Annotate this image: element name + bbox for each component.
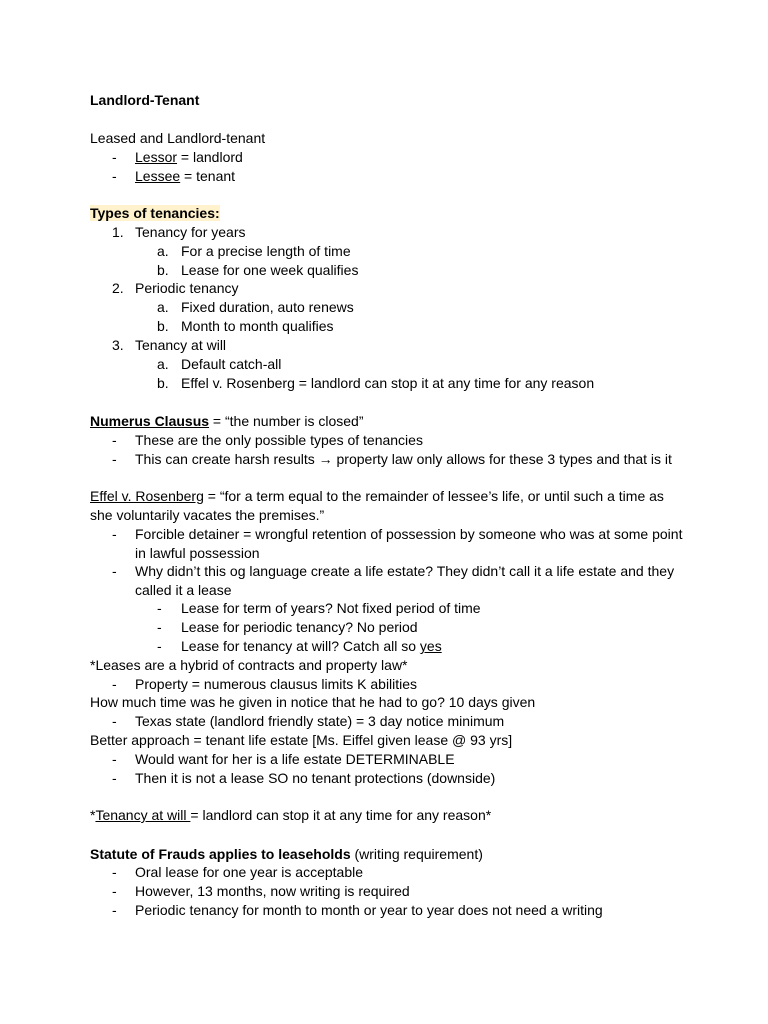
types-heading: Types of tenancies: (90, 205, 220, 221)
bullet-dash: - (112, 864, 117, 880)
numerus-def: = “the number is closed” (209, 413, 364, 429)
better-approach: Better approach = tenant life estate [Ms. Eiffel given lease @ 93 yrs] (90, 732, 513, 748)
bullet-dash: - (112, 751, 117, 767)
forcible-detainer-bullet: Forcible detainer = wrongful retention of possession by someone who was at some point in lawful possession (135, 526, 683, 561)
notice-question: How much time was he given in notice that he had to go? 10 days given (90, 694, 536, 710)
document-title: Landlord-Tenant (90, 92, 200, 108)
bullet-dash: - (112, 451, 117, 467)
sof-bullet-1: Oral lease for one year is acceptable (135, 864, 364, 880)
sub-at-will-yes: yes (419, 638, 442, 654)
bullet-dash: - (112, 149, 117, 165)
tenancy-2-sub-b: Month to month qualifies (181, 318, 334, 334)
life-estate-question-bullet: Why didn’t this og language create a life estate? They didn’t call it a life estate and they called it a lease (135, 563, 675, 598)
numerus-bullet-2: This can create harsh results → property law only allows for these 3 types and that is it (135, 451, 672, 467)
tenancy-item-1: Tenancy for years (135, 224, 246, 240)
bullet-dash: - (112, 902, 117, 918)
will-asterisk: * (90, 807, 96, 823)
types-heading-line (90, 204, 688, 223)
list-letter: a. (157, 299, 169, 315)
list-number: 3. (112, 337, 124, 353)
tenancy-1-sub-b: Lease for one week qualifies (181, 262, 359, 278)
bullet-dash: - (112, 432, 117, 448)
effel-quote (90, 487, 670, 525)
list-letter: a. (157, 356, 169, 372)
sof-rest: (writing requirement) (350, 846, 483, 862)
tenancy-3-sub-a: Default catch-all (181, 356, 282, 372)
tenancy-item-2: Periodic tenancy (135, 280, 239, 296)
lessee-term: Lessee (135, 168, 181, 184)
sub-term-of-years: Lease for term of years? Not fixed period of time (181, 600, 481, 616)
hybrid-note: *Leases are a hybrid of contracts and property law* (90, 657, 408, 673)
numerus-term: Numerus Clausus (90, 413, 210, 429)
sub-periodic: Lease for periodic tenancy? No period (181, 619, 418, 635)
sof-bullet-3: Periodic tenancy for month to month or year to year does not need a writing (135, 902, 603, 918)
bullet-dash: - (112, 563, 117, 579)
lessor-def: = landlord (177, 149, 243, 165)
statute-of-frauds-heading (90, 845, 688, 864)
effel-term: Effel v. Rosenberg (90, 488, 204, 504)
lessee-bullet (135, 167, 235, 186)
tenancy-2-sub-a: Fixed duration, auto renews (181, 299, 354, 315)
hybrid-bullet: Property = numerous clausus limits K abilities (135, 676, 418, 692)
better-bullet-2: Then it is not a lease SO no tenant protections (downside) (135, 770, 496, 786)
intro-heading: Leased and Landlord-tenant (90, 130, 266, 146)
bullet-dash: - (157, 638, 162, 654)
tenancy-1-sub-a: For a precise length of time (181, 243, 351, 259)
bullet-dash: - (112, 770, 117, 786)
numerus-clausus-line (90, 412, 688, 431)
bullet-dash: - (112, 883, 117, 899)
tenancy-3-sub-b: Effel v. Rosenberg = landlord can stop it at any time for any reason (181, 375, 595, 391)
better-bullet-1: Would want for her is a life estate DETERMINABLE (135, 751, 455, 767)
lessor-bullet (135, 148, 243, 167)
bullet-dash: - (112, 526, 117, 542)
bullet-dash: - (157, 619, 162, 635)
tenancy-item-3: Tenancy at will (135, 337, 227, 353)
will-term: Tenancy at will (95, 807, 191, 823)
list-number: 2. (112, 280, 124, 296)
sof-bold: Statute of Frauds applies to leaseholds (90, 846, 351, 862)
bullet-dash: - (112, 713, 117, 729)
numerus-bullet-1: These are the only possible types of tenancies (135, 432, 423, 448)
notice-bullet: Texas state (landlord friendly state) = 3 day notice minimum (135, 713, 505, 729)
effel-def: = “for a term equal to the remainder of lessee’s life, or until such a time as she voluntarily vacates the premises.” (90, 488, 664, 523)
list-letter: b. (157, 375, 169, 391)
list-letter: b. (157, 318, 169, 334)
bullet-dash: - (112, 168, 117, 184)
lessor-term: Lessor (135, 149, 178, 165)
list-letter: b. (157, 262, 169, 278)
list-letter: a. (157, 243, 169, 259)
sub-at-will (181, 637, 442, 656)
tenancy-at-will-note (90, 806, 688, 825)
sub-at-will-text: Lease for tenancy at will? Catch all so (181, 638, 420, 654)
lessee-def: = tenant (180, 168, 236, 184)
bullet-dash: - (112, 676, 117, 692)
list-number: 1. (112, 224, 124, 240)
will-def: = landlord can stop it at any time for any reason* (190, 807, 492, 823)
bullet-dash: - (157, 600, 162, 616)
sof-bullet-2: However, 13 months, now writing is required (135, 883, 410, 899)
